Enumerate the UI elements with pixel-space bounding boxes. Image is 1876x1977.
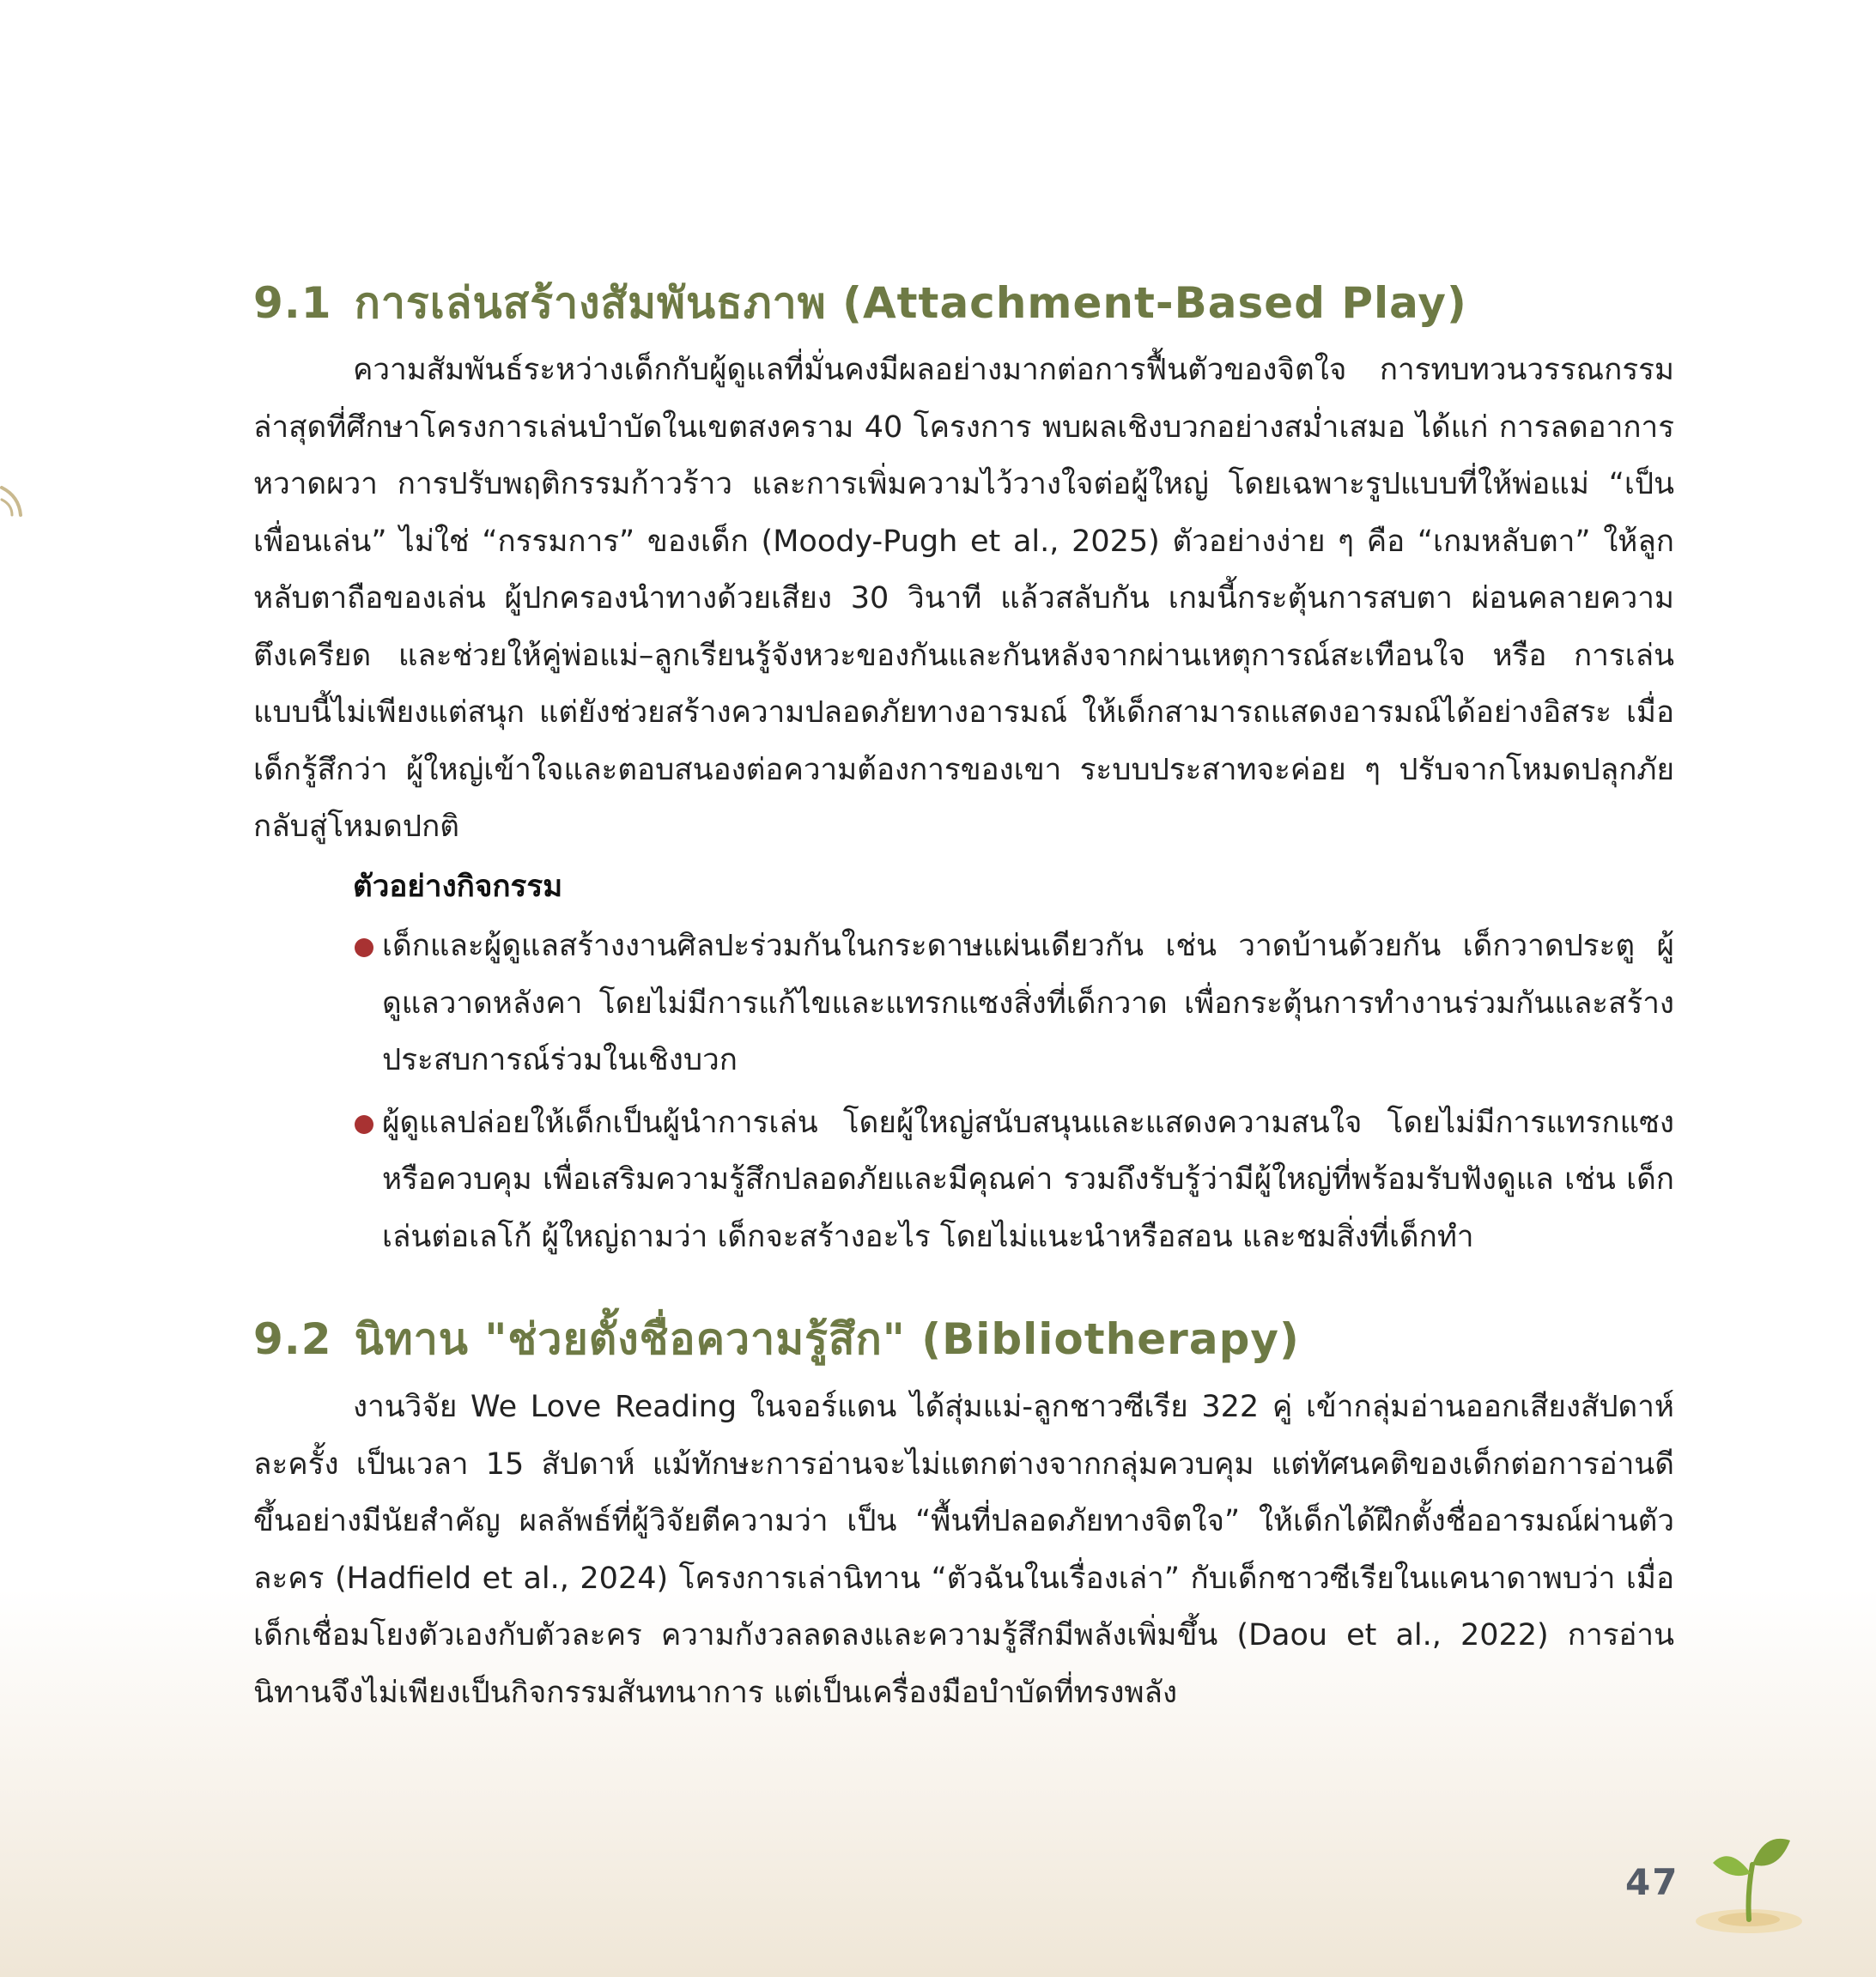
section-title: การเล่นสร้างสัมพันธภาพ (Attachment-Based Play) xyxy=(354,278,1467,328)
paragraph-text: งานวิจัย We Love Reading ในจอร์แดน ได้สุ่มแม่-ลูกชาวซีเรีย 322 คู่ เข้ากลุ่มอ่านออกเสียงสัปดาห์ละครั้ง เป็นเวลา 15 สัปดาห์ แม้ทักษะการอ่านจะไม่แตกต่างจากกลุ่มควบคุม แต่ทัศนคติของเด็กต่อการอ่านดีขึ้นอย่างมีนัยสำคัญ ผลลัพธ์ที่ผู้วิจัยตีความว่า เป็น “พื้นที่ปลอดภัยทางจิตใจ” ให้เด็กได้ฝึกตั้งชื่ออารมณ์ผ่านตัวละคร (Hadfield et al., 2024) โครงการเล่านิทาน “ตัวฉันในเรื่องเล่า” กับเด็กชาวซีเรียในแคนาดาพบว่า เมื่อเด็กเชื่อมโยงตัวเองกับตัวละคร ความกังวลลดลงและความรู้สึกมีพลังเพิ่มขึ้น (Daou et al., 2022) การอ่านนิทานจึงไม่เพียงเป็นกิจกรรมสันทนาการ แต่เป็นเครื่องมือบำบัดที่ทรงพลัง xyxy=(253,1390,1674,1710)
list-item xyxy=(353,1095,1674,1266)
list-item-text: ผู้ดูแลปล่อยให้เด็กเป็นผู้นำการเล่น โดยผู้ใหญ่สนับสนุนและแสดงความสนใจ โดยไม่มีการแทรกแซงหรือควบคุม เพื่อเสริมความรู้สึกปลอดภัยและมีคุณค่า รวมถึงรับรู้ว่ามีผู้ใหญ่ที่พร้อมรับฟังดูแล เช่น เด็กเล่นต่อเลโก้ ผู้ใหญ่ถามว่า เด็กจะสร้างอะไร โดยไม่แนะนำหรือสอน และชมสิ่งที่เด็กทำ xyxy=(382,1105,1674,1254)
section-paragraph xyxy=(253,1379,1674,1721)
activities-title: ตัวอย่างกิจกรรม xyxy=(353,870,563,904)
page-number: 47 xyxy=(1625,1861,1679,1903)
section-title: นิทาน "ช่วยตั้งชื่อความรู้สึก" (Bibliotherapy) xyxy=(354,1314,1300,1364)
paragraph-text: ความสัมพันธ์ระหว่างเด็กกับผู้ดูแลที่มั่นคงมีผลอย่างมากต่อการฟื้นตัวของจิตใจ การทบทวนวรรณกรรมล่าสุดที่ศึกษาโครงการเล่นบำบัดในเขตสงคราม 40 โครงการ พบผลเชิงบวกอย่างสม่ำเสมอ ได้แก่ การลดอาการหวาดผวา การปรับพฤติกรรมก้าวร้าว และการเพิ่มความไว้วางใจต่อผู้ใหญ่ โดยเฉพาะรูปแบบที่ให้พ่อแม่ “เป็นเพื่อนเล่น” ไม่ใช่ “กรรมการ” ของเด็ก (Moody-Pugh et al., 2025) ตัวอย่างง่าย ๆ คือ “เกมหลับตา” ให้ลูกหลับตาถือของเล่น ผู้ปกครองนำทางด้วยเสียง 30 วินาที แล้วสลับกัน เกมนี้กระตุ้นการสบตา ผ่อนคลายความตึงเครียด และช่วยให้คู่พ่อแม่–ลูกเรียนรู้จังหวะของกันและกันหลังจากผ่านเหตุการณ์สะเทือนใจ หรือ การเล่นแบบนี้ไม่เพียงแต่สนุก แต่ยังช่วยสร้างความปลอดภัยทางอารมณ์ ให้เด็กสามารถแสดงอารมณ์ได้อย่างอิสระ เมื่อเด็กรู้สึกว่า ผู้ใหญ่เข้าใจและตอบสนองต่อความต้องการของเขา ระบบประสาทจะค่อย ๆ ปรับจากโหมดปลุกภัยกลับสู่โหมดปกติ xyxy=(253,353,1674,844)
section-number: 9.1 xyxy=(253,278,332,328)
bullet-icon xyxy=(355,938,373,957)
section-number: 9.2 xyxy=(253,1314,332,1364)
bullet-icon xyxy=(355,1115,373,1134)
section-heading-9-1 xyxy=(253,273,1467,333)
list-item xyxy=(353,918,1674,1089)
sprout-icon xyxy=(1696,1811,1833,1940)
section-heading-9-2 xyxy=(253,1309,1300,1369)
left-edge-decoration xyxy=(0,481,34,532)
section-paragraph xyxy=(253,342,1674,856)
activities-list xyxy=(353,918,1674,1270)
list-item-text: เด็กและผู้ดูแลสร้างงานศิลปะร่วมกันในกระดาษแผ่นเดียวกัน เช่น วาดบ้านด้วยกัน เด็กวาดประตู ผู้ดูแลวาดหลังคา โดยไม่มีการแก้ไขและแทรกแซงสิ่งที่เด็กวาด เพื่อกระตุ้นการทำงานร่วมกันและสร้างประสบการณ์ร่วมในเชิงบวก xyxy=(382,929,1674,1077)
